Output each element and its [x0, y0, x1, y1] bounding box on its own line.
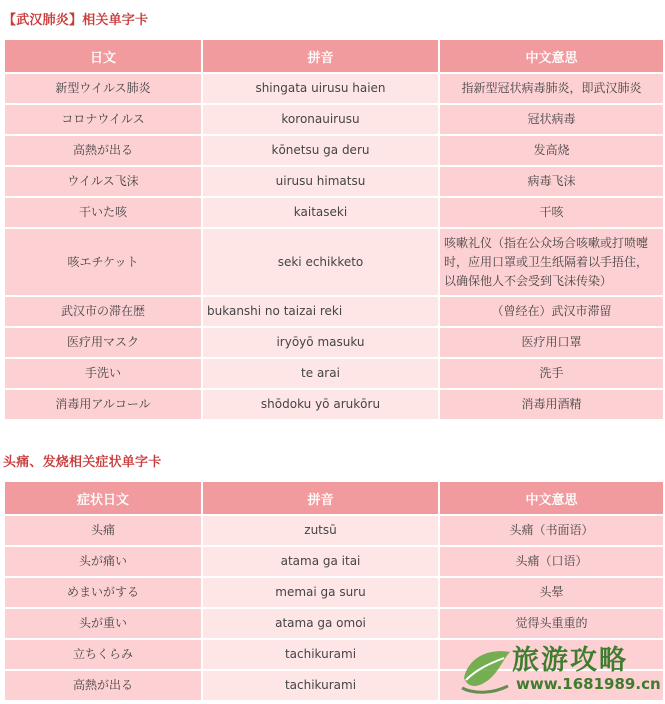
romaji-cell: kaitaseki [202, 197, 439, 228]
romaji-cell: shōdoku yō arukōru [202, 389, 439, 420]
japanese-cell: 手洗い [4, 358, 202, 389]
table-row [4, 104, 664, 135]
table-row [4, 228, 664, 296]
table-row [4, 327, 664, 358]
chinese-cell: 消毒用酒精 [439, 389, 664, 420]
table-row [4, 639, 664, 670]
chinese-cell: 咳嗽礼仪（指在公众场合咳嗽或打喷嚏时，应用口罩或卫生纸隔着以手捂住，以确保他人不会受到飞沫传染） [439, 228, 664, 296]
vocab-table-headache-fever [3, 480, 665, 702]
japanese-cell: 头が重い [4, 608, 202, 639]
romaji-cell: koronauirusu [202, 104, 439, 135]
romaji-cell: atama ga omoi [202, 608, 439, 639]
table-row [4, 546, 664, 577]
japanese-cell: 头痛 [4, 515, 202, 546]
romaji-cell: seki echikketo [202, 228, 439, 296]
table-row [4, 515, 664, 546]
header-romaji: 拼音 [202, 481, 439, 515]
watermark-text: 旅游攻略 [512, 645, 628, 676]
japanese-cell: 新型ウイルス肺炎 [4, 73, 202, 104]
romaji-cell: kōnetsu ga deru [202, 135, 439, 166]
section-title-headache-fever: 头痛、发烧相关症状单字卡 [3, 455, 162, 470]
chinese-cell: 发高烧 [439, 135, 664, 166]
romaji-cell: te arai [202, 358, 439, 389]
header-symptom-japanese: 症状日文 [4, 481, 202, 515]
table-row [4, 389, 664, 420]
romaji-cell: bukanshi no taizai reki [202, 296, 439, 327]
header-chinese-meaning: 中文意思 [439, 39, 664, 73]
japanese-cell: ウイルス飞沫 [4, 166, 202, 197]
chinese-cell [439, 639, 664, 670]
table-row [4, 73, 664, 104]
romaji-cell: tachikurami [202, 639, 439, 670]
japanese-cell: 高熱が出る [4, 670, 202, 701]
japanese-cell: コロナウイルス [4, 104, 202, 135]
japanese-cell: 高熱が出る [4, 135, 202, 166]
table-row [4, 197, 664, 228]
chinese-cell: 头痛（口语） [439, 546, 664, 577]
table-row [4, 135, 664, 166]
chinese-cell: 头晕 [439, 577, 664, 608]
chinese-cell: 病毒飞沫 [439, 166, 664, 197]
chinese-cell: 干咳 [439, 197, 664, 228]
chinese-cell [439, 670, 664, 701]
chinese-cell: （曾经在）武汉市滞留 [439, 296, 664, 327]
watermark-url: www.1681989.cn [516, 675, 661, 693]
romaji-cell: atama ga itai [202, 546, 439, 577]
chinese-cell: 觉得头重重的 [439, 608, 664, 639]
chinese-cell: 指新型冠状病毒肺炎，即武汉肺炎 [439, 73, 664, 104]
table-row [4, 296, 664, 327]
romaji-cell: shingata uirusu haien [202, 73, 439, 104]
japanese-cell: 立ちくらみ [4, 639, 202, 670]
table-header-row [4, 39, 664, 73]
japanese-cell: 咳エチケット [4, 228, 202, 296]
japanese-cell: めまいがする [4, 577, 202, 608]
romaji-cell: tachikurami [202, 670, 439, 701]
table-row [4, 166, 664, 197]
header-japanese: 日文 [4, 39, 202, 73]
table-header-row [4, 481, 664, 515]
vocab-table-wuhan-pneumonia [3, 38, 665, 421]
romaji-cell: iryōyō masuku [202, 327, 439, 358]
japanese-cell: 头が痛い [4, 546, 202, 577]
chinese-cell: 头痛（书面语） [439, 515, 664, 546]
table-row [4, 670, 664, 701]
header-romaji: 拼音 [202, 39, 439, 73]
japanese-cell: 干いた咳 [4, 197, 202, 228]
romaji-cell: uirusu himatsu [202, 166, 439, 197]
table-row [4, 577, 664, 608]
chinese-cell: 医疗用口罩 [439, 327, 664, 358]
japanese-cell: 武汉市の滞在歴 [4, 296, 202, 327]
japanese-cell: 消毒用アルコール [4, 389, 202, 420]
chinese-cell: 冠状病毒 [439, 104, 664, 135]
section-title-wuhan-pneumonia: 【武汉肺炎】相关单字卡 [3, 13, 149, 28]
table-row [4, 358, 664, 389]
romaji-cell: memai ga suru [202, 577, 439, 608]
romaji-cell: zutsū [202, 515, 439, 546]
japanese-cell: 医疗用マスク [4, 327, 202, 358]
table-row [4, 608, 664, 639]
header-chinese-meaning: 中文意思 [439, 481, 664, 515]
chinese-cell: 洗手 [439, 358, 664, 389]
